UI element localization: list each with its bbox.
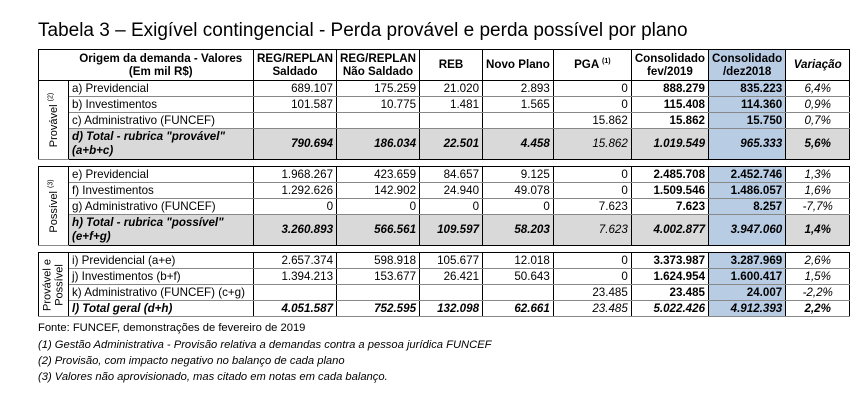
- cell-reg-saldado: 1.394.213: [254, 269, 337, 285]
- group-label-line2: Possível: [52, 263, 65, 306]
- header-reg-saldado: REG/REPLAN Saldado: [254, 50, 337, 81]
- group-label-possivel: [39, 167, 69, 246]
- cell-reg-nao-saldado: 186.034: [337, 129, 420, 160]
- cell-variacao: 1,5%: [786, 269, 850, 285]
- spacer-cell: [39, 246, 850, 253]
- table-row: [39, 269, 850, 285]
- header-origem: Origem da demanda - Valores (Em mil R$): [69, 50, 254, 81]
- cell-reg-saldado: 3.260.893: [254, 215, 337, 246]
- cell-pga: 0: [553, 167, 631, 183]
- cell-dez2018: 114.360: [709, 97, 786, 113]
- table-body: [39, 81, 850, 317]
- group-label-text: [42, 259, 65, 311]
- cell-reg-saldado: 1.968.267: [254, 167, 337, 183]
- cell-reb: 84.657: [420, 167, 483, 183]
- cell-reb: 21.020: [420, 81, 483, 97]
- cell-reb: 109.597: [420, 215, 483, 246]
- cell-dez2018: 3.287.969: [709, 253, 786, 269]
- row-label: f) Investimentos: [69, 183, 254, 199]
- cell-dez2018: 2.452.746: [709, 167, 786, 183]
- cell-variacao: 2,2%: [786, 301, 850, 317]
- cell-fev2019: 15.862: [631, 113, 708, 129]
- footnote-2: (2) Provisão, com impacto negativo no balanço de cada plano: [38, 355, 345, 367]
- table-row: [39, 285, 850, 301]
- cell-reg-nao-saldado: 153.677: [337, 269, 420, 285]
- footnote-3: (3) Valores não aprovisionado, mas citado em notas em cada balanço.: [38, 371, 388, 383]
- row-label: j) Investimentos (b+f): [69, 269, 254, 285]
- cell-fev2019: 1.509.546: [631, 183, 708, 199]
- group-label-word: Provável: [47, 104, 60, 148]
- row-label: c) Administrativo (FUNCEF): [69, 113, 254, 129]
- cell-variacao: 1,4%: [786, 215, 850, 246]
- row-label: g) Administrativo (FUNCEF): [69, 199, 254, 215]
- header-fev2019: Consolidado fev/2019: [631, 50, 708, 81]
- row-label: e) Previdencial: [69, 167, 254, 183]
- table-row: [39, 253, 850, 269]
- cell-fev2019: 5.022.426: [631, 301, 708, 317]
- header-pga-label: PGA: [574, 58, 599, 72]
- cell-fev2019: 23.485: [631, 285, 708, 301]
- header-reg-nao-saldado: REG/REPLAN Não Saldado: [337, 50, 420, 81]
- row-label: h) Total - rubrica "possível" (e+f+g): [69, 215, 254, 246]
- cell-reg-nao-saldado: 142.902: [337, 183, 420, 199]
- group-spacer: [39, 246, 850, 253]
- group-label-line1: Provável e: [40, 258, 53, 311]
- cell-variacao: -2,2%: [786, 285, 850, 301]
- cell-dez2018: 1.600.417: [709, 269, 786, 285]
- row-label: l) Total geral (d+h): [69, 301, 254, 317]
- cell-novo-plano: 62.661: [483, 301, 554, 317]
- group-label-text: [47, 93, 60, 147]
- total-row: [39, 301, 850, 317]
- cell-reg-nao-saldado: 423.659: [337, 167, 420, 183]
- cell-pga: 7.623: [553, 199, 631, 215]
- cell-pga: 7.623: [553, 215, 631, 246]
- cell-reg-saldado: [254, 113, 337, 129]
- cell-novo-plano: 9.125: [483, 167, 554, 183]
- cell-dez2018: 4.912.393: [709, 301, 786, 317]
- cell-novo-plano: 4.458: [483, 129, 554, 160]
- header-reb: REB: [420, 50, 483, 81]
- cell-reb: 22.501: [420, 129, 483, 160]
- cell-reg-saldado: 2.657.374: [254, 253, 337, 269]
- group-label-provavel: [39, 81, 69, 160]
- cell-reg-nao-saldado: 566.561: [337, 215, 420, 246]
- total-row: [39, 215, 850, 246]
- cell-reg-nao-saldado: 10.775: [337, 97, 420, 113]
- cell-reb: [420, 285, 483, 301]
- group-label-word: Possível: [47, 191, 60, 233]
- header-pga: [553, 50, 631, 81]
- cell-reg-saldado: 0: [254, 199, 337, 215]
- table-row: [39, 167, 850, 183]
- cell-reg-saldado: 101.587: [254, 97, 337, 113]
- cell-dez2018: 24.007: [709, 285, 786, 301]
- cell-reb: 0: [420, 199, 483, 215]
- cell-novo-plano: 0: [483, 199, 554, 215]
- header-novo-plano: Novo Plano: [483, 50, 554, 81]
- cell-fev2019: 4.002.877: [631, 215, 708, 246]
- table-row: [39, 199, 850, 215]
- cell-fev2019: 3.373.987: [631, 253, 708, 269]
- cell-reb: 132.098: [420, 301, 483, 317]
- cell-pga: 0: [553, 97, 631, 113]
- cell-fev2019: 1.624.954: [631, 269, 708, 285]
- table-row: [39, 183, 850, 199]
- cell-pga: 15.862: [553, 113, 631, 129]
- cell-reb: 24.940: [420, 183, 483, 199]
- cell-novo-plano: 58.203: [483, 215, 554, 246]
- cell-novo-plano: 49.078: [483, 183, 554, 199]
- group-spacer: [39, 160, 850, 167]
- cell-variacao: 1,6%: [786, 183, 850, 199]
- cell-reb: 26.421: [420, 269, 483, 285]
- cell-pga: 23.485: [553, 301, 631, 317]
- header-pga-sup: (1): [602, 58, 611, 66]
- header-variacao: Variação: [786, 50, 850, 81]
- cell-variacao: 1,3%: [786, 167, 850, 183]
- group-label-text: [47, 179, 60, 232]
- cell-dez2018: 835.223: [709, 81, 786, 97]
- cell-reg-nao-saldado: 0: [337, 199, 420, 215]
- row-label: i) Previdencial (a+e): [69, 253, 254, 269]
- contingency-table: [38, 49, 850, 317]
- cell-fev2019: 1.019.549: [631, 129, 708, 160]
- cell-fev2019: 888.279: [631, 81, 708, 97]
- cell-fev2019: 7.623: [631, 199, 708, 215]
- cell-dez2018: 8.257: [709, 199, 786, 215]
- cell-variacao: 5,6%: [786, 129, 850, 160]
- cell-dez2018: 965.333: [709, 129, 786, 160]
- footnote-source: Fonte: FUNCEF, demonstrações de fevereiro de 2019: [38, 322, 306, 334]
- cell-reg-saldado: 689.107: [254, 81, 337, 97]
- cell-variacao: -7,7%: [786, 199, 850, 215]
- cell-novo-plano: 12.018: [483, 253, 554, 269]
- group-label-ambos: [39, 253, 69, 317]
- footnote-1: (1) Gestão Administrativa - Provisão relativa a demandas contra a pessoa jurídica FUNCEF: [38, 339, 492, 351]
- cell-novo-plano: [483, 285, 554, 301]
- cell-reg-saldado: [254, 285, 337, 301]
- cell-reg-nao-saldado: 752.595: [337, 301, 420, 317]
- cell-pga: 0: [553, 81, 631, 97]
- row-label: k) Administrativo (FUNCEF) (c+g): [69, 285, 254, 301]
- header-row: [39, 50, 850, 81]
- cell-reg-saldado: 790.694: [254, 129, 337, 160]
- total-row: [39, 129, 850, 160]
- row-label: a) Previdencial: [69, 81, 254, 97]
- cell-reg-saldado: 4.051.587: [254, 301, 337, 317]
- row-label: b) Investimentos: [69, 97, 254, 113]
- cell-reb: [420, 113, 483, 129]
- row-label: d) Total - rubrica "provável" (a+b+c): [69, 129, 254, 160]
- cell-reg-nao-saldado: [337, 113, 420, 129]
- cell-fev2019: 115.408: [631, 97, 708, 113]
- cell-reb: 1.481: [420, 97, 483, 113]
- cell-dez2018: 15.750: [709, 113, 786, 129]
- group-label-sup: (2): [46, 92, 54, 102]
- table-row: [39, 97, 850, 113]
- cell-novo-plano: 50.643: [483, 269, 554, 285]
- cell-variacao: 6,4%: [786, 81, 850, 97]
- cell-fev2019: 2.485.708: [631, 167, 708, 183]
- cell-novo-plano: [483, 113, 554, 129]
- cell-pga: 15.862: [553, 129, 631, 160]
- cell-reg-nao-saldado: [337, 285, 420, 301]
- cell-pga: 23.485: [553, 285, 631, 301]
- table-title: Tabela 3 – Exigível contingencial - Perda provável e perda possível por plano: [38, 20, 688, 41]
- table-row: [39, 113, 850, 129]
- cell-reb: 105.677: [420, 253, 483, 269]
- cell-reg-nao-saldado: 598.918: [337, 253, 420, 269]
- cell-reg-saldado: 1.292.626: [254, 183, 337, 199]
- cell-variacao: 0,9%: [786, 97, 850, 113]
- spacer-cell: [39, 160, 850, 167]
- group-label-sup: (3): [46, 179, 54, 188]
- cell-novo-plano: 1.565: [483, 97, 554, 113]
- header-dez2018: Consolidado /dez2018: [709, 50, 786, 81]
- table-row: [39, 81, 850, 97]
- cell-dez2018: 3.947.060: [709, 215, 786, 246]
- cell-pga: 0: [553, 183, 631, 199]
- cell-novo-plano: 2.893: [483, 81, 554, 97]
- cell-pga: 0: [553, 253, 631, 269]
- header-corner: [39, 50, 69, 81]
- cell-variacao: 2,6%: [786, 253, 850, 269]
- cell-reg-nao-saldado: 175.259: [337, 81, 420, 97]
- cell-variacao: 0,7%: [786, 113, 850, 129]
- cell-pga: 0: [553, 269, 631, 285]
- cell-dez2018: 1.486.057: [709, 183, 786, 199]
